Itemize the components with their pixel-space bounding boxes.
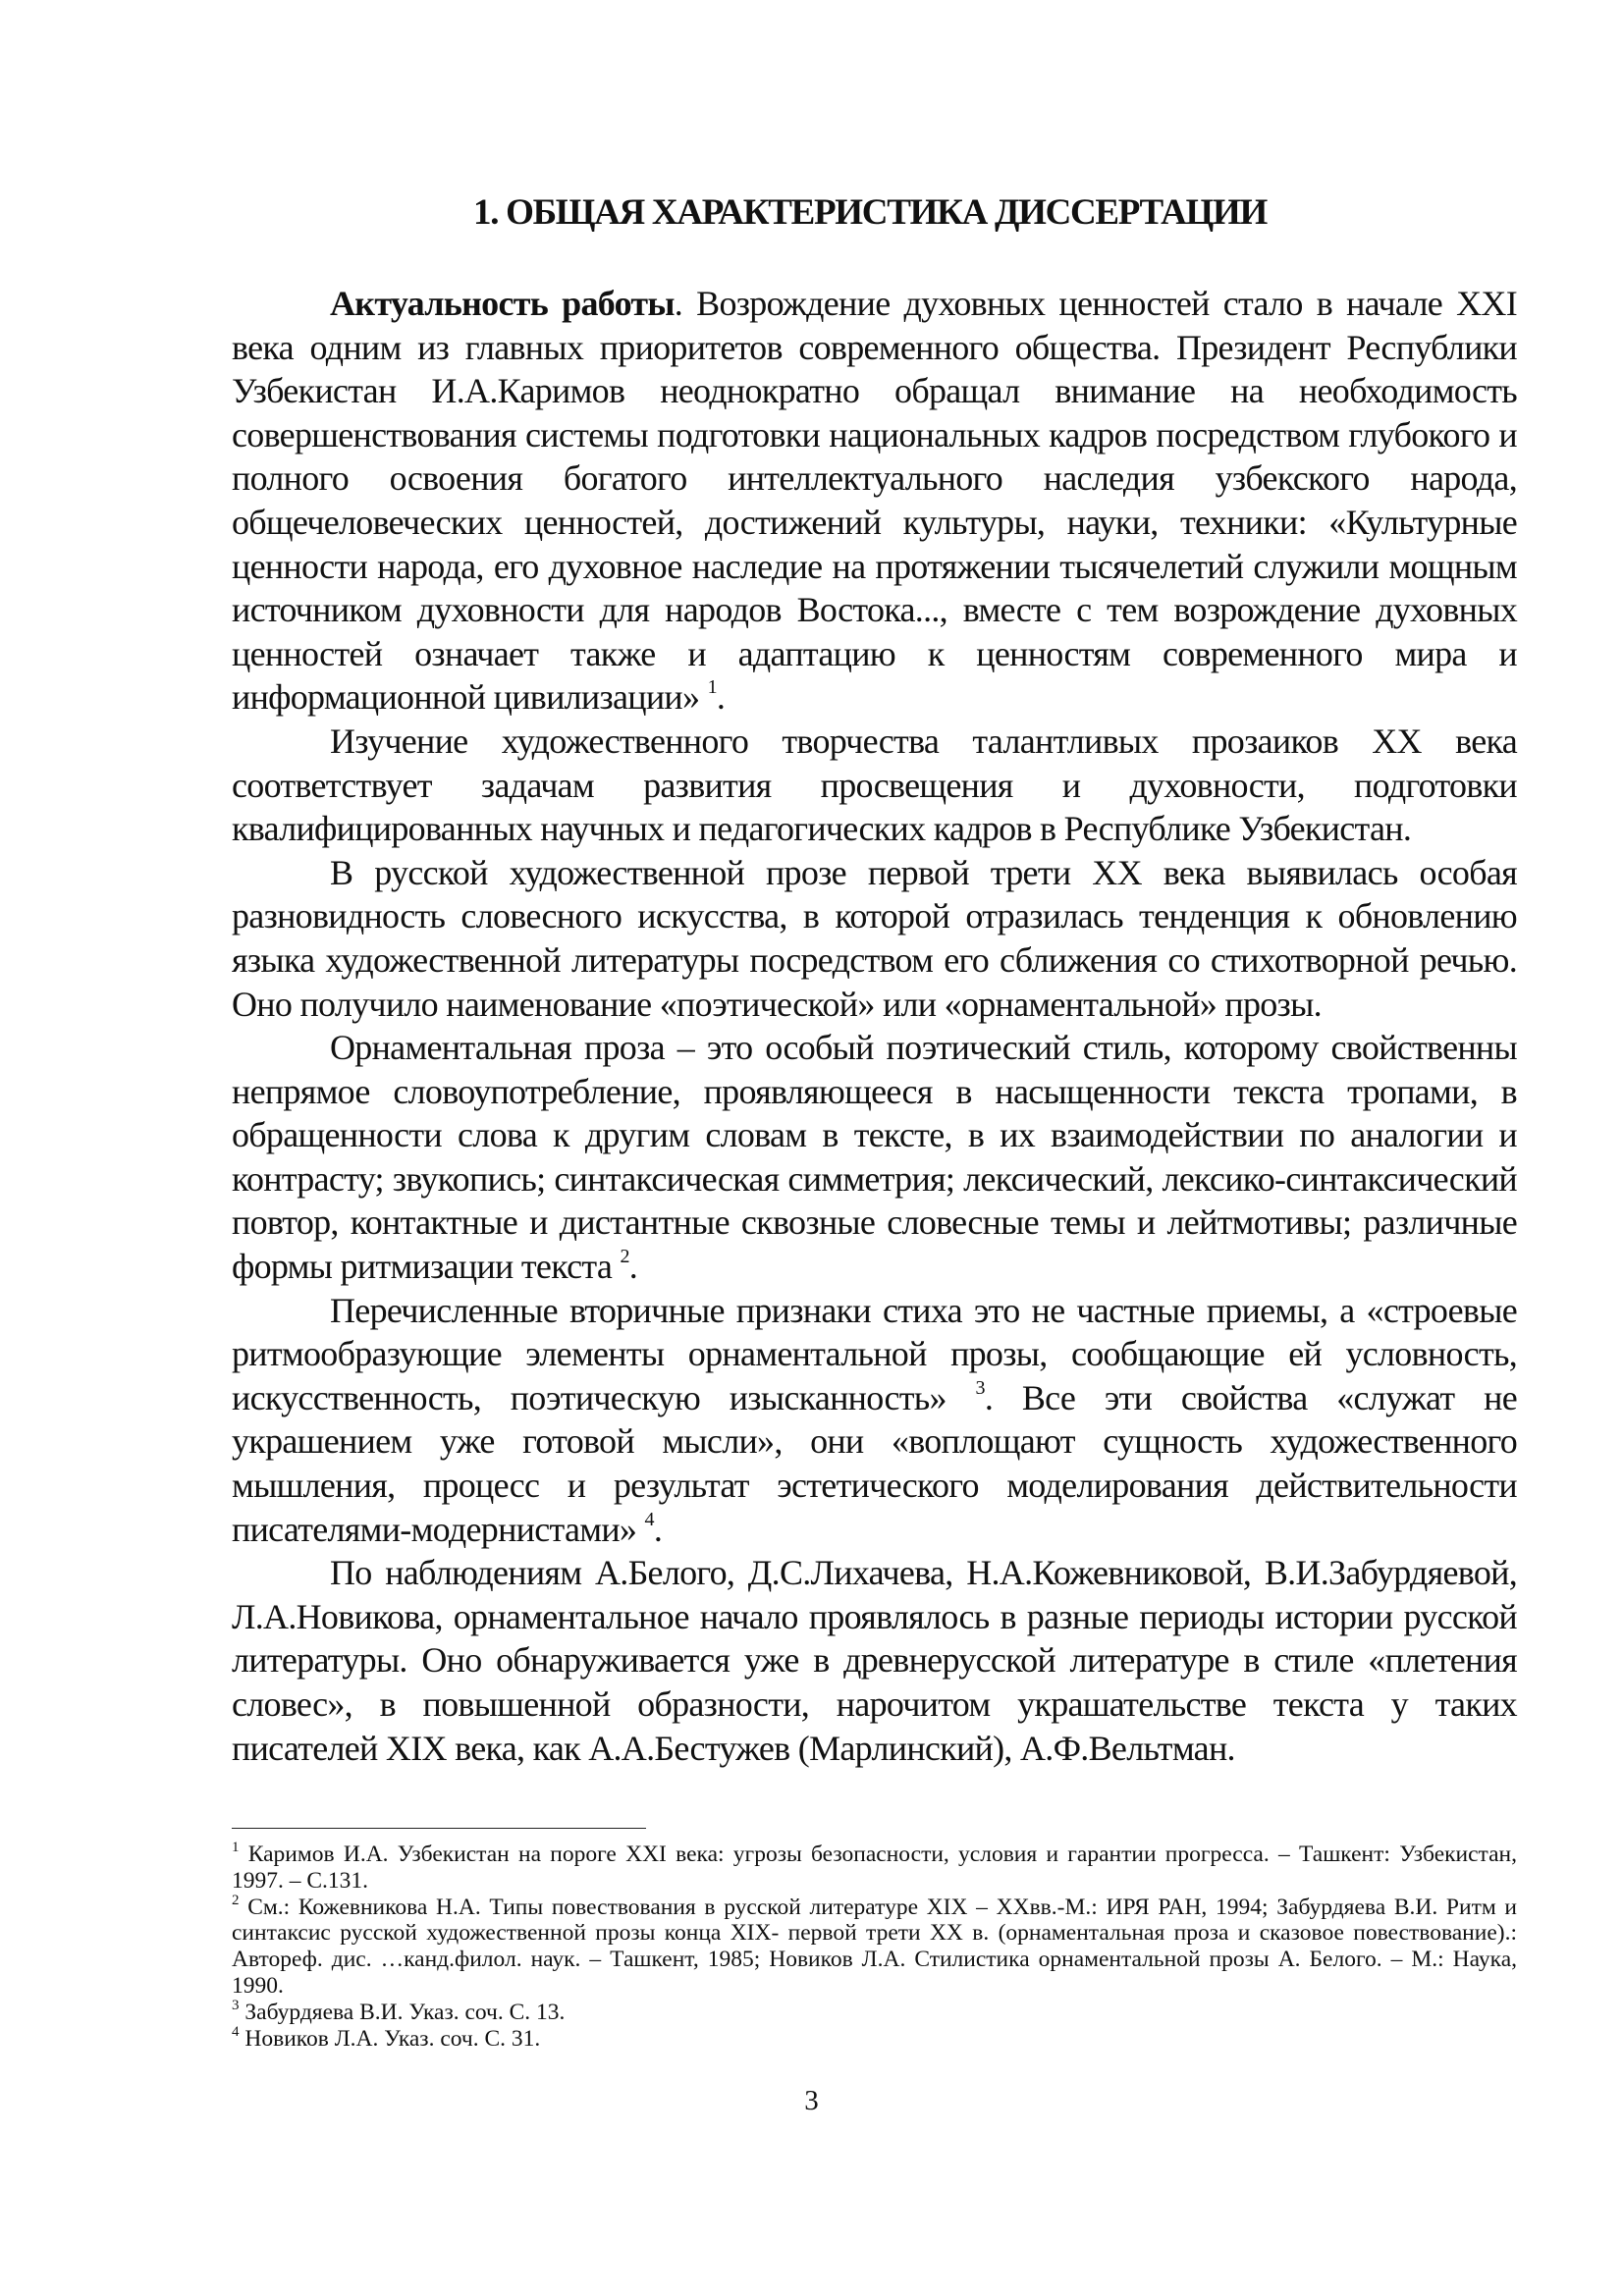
footnote (232, 1892, 1517, 2000)
paragraph-text: Перечисленные вторичные признаки стиха это не частные приемы, а «строевые ритмообразующие элементы орнаментальной прозы, сообщающие ей условность, искусственность, поэтическую изысканность» (232, 1290, 1517, 1417)
footnote-ref: 1 (707, 676, 717, 699)
footnote-separator (232, 1828, 646, 1829)
footnote-number: 2 (232, 1892, 240, 1908)
paragraph-lead: Актуальность работы (330, 284, 675, 323)
section-heading: 1. ОБЩАЯ ХАРАКТЕРИСТИКА ДИССЕРТАЦИИ (473, 192, 1267, 233)
paragraph-text: . Возрождение духовных ценностей стало в начале XXI века одним из главных приоритетов современного общества. Президент Республики Узбекистан И.А.Каримов неоднократно обращал внимание на необходимость совершенствования системы подготовки национальных кадров посредством глубокого и полного освоения богатого интеллектуального наследия узбекского народа, общечеловеческих ценностей, достижений культуры, науки, техники: «Культурные ценности народа, его духовное наследие на протяжении тысячелетий служили мощным источником духовности для народов Востока..., вместе с тем возрождение духовных ценностей означает также и адаптацию к ценностям современного мира и информационной цивилизации» (232, 284, 1517, 718)
paragraph (232, 282, 1517, 720)
footnote-ref: 4 (644, 1508, 654, 1530)
paragraph-text: В русской художественной прозе первой трети XX века выявилась особая разновидность словесного искусства, в которой отразилась тенденция к обновлению языка художественной литературы посредством его сближения со стихотворной речью. Оно получило наименование «поэтической» или «орнаментальной» прозы. (232, 852, 1517, 1024)
footnote-number: 4 (232, 2023, 240, 2040)
footnote-text: См.: Кожевникова Н.А. Типы повествования в русской литературе XIX – XXвв.-М.: ИРЯ РАН, 1994; Забурдяева В.И. Ритм и синтаксис русской художественной прозы конца XIX- первой трети XX в. (орнаментальная проза и сказовое повествование).: Автореф. дис. …канд.филол. наук. – Ташкент, 1985; Новиков Л.А. Стилистика орнаментальной прозы А. Белого. – М.: Наука, 1990. (232, 1894, 1517, 1999)
main-text (232, 282, 1517, 1770)
paragraph (232, 851, 1517, 1026)
footnote-number: 3 (232, 1997, 240, 2013)
paragraph (232, 1289, 1517, 1552)
footnote-ref: 2 (620, 1246, 629, 1268)
footnote (232, 1997, 1517, 2026)
footnote-text: Каримов И.А. Узбекистан на пороге XXI века: угрозы безопасности, условия и гарантии прогресса. – Ташкент: Узбекистан, 1997. – С.131. (232, 1842, 1517, 1894)
paragraph (232, 720, 1517, 851)
footnote (232, 2023, 1517, 2053)
paragraph (232, 1551, 1517, 1770)
footnote-ref: 3 (975, 1376, 985, 1399)
paragraph (232, 1026, 1517, 1289)
footnote-number: 1 (232, 1840, 240, 1855)
paragraph-text: Орнаментальная проза – это особый поэтический стиль, которому свойственны непрямое словоупотребление, проявляющееся в насыщенности текста тропами, в обращенности слова к другим словам в тексте, в их взаимодействии по аналогии и контрасту; звукопись; синтаксическая симметрия; лексический, лексико-синтаксический повтор, контактные и дистантные сквозные словесные темы и лейтмотивы; различные формы ритмизации текста (232, 1028, 1517, 1287)
footnote-text: Забурдяева В.И. Указ. соч. С. 13. (239, 1999, 566, 2025)
page-number: 3 (804, 2085, 819, 2116)
paragraph-text: По наблюдениям А.Белого, Д.С.Лихачева, Н.А.Кожевниковой, В.И.Забурдяевой, Л.А.Новикова, орнаментальное начало проявлялось в разные периоды истории русской литературы. Оно обнаруживается уже в древнерусской литературе в стиле «плетения словес», в повышенной образности, нарочитом украшательстве текста у таких писателей XIX века, как А.А.Бестужев (Марлинский), А.Ф.Вельтман. (232, 1553, 1517, 1768)
paragraph-text-tail: . Все эти свойства «служат не украшением уже готовой мысли», они «воплощают сущность художественного мышления, процесс и результат эстетического моделирования действительности писателями-модернистами» (232, 1377, 1517, 1549)
footnote-text: Новиков Л.А. Указ. соч. С. 31. (239, 2025, 541, 2052)
footnote (232, 1842, 1517, 1895)
footnotes (232, 1842, 1517, 2052)
paragraph-text-tail: . (653, 1509, 663, 1549)
paragraph-text-tail: . (716, 677, 726, 718)
paragraph-text-tail: . (628, 1247, 638, 1287)
paragraph-text: Изучение художественного творчества талантливых прозаиков XX века соответствует задачам развития просвещения и духовности, подготовки квалифицированных научных и педагогических кадров в Республике Узбекистан. (232, 721, 1517, 849)
